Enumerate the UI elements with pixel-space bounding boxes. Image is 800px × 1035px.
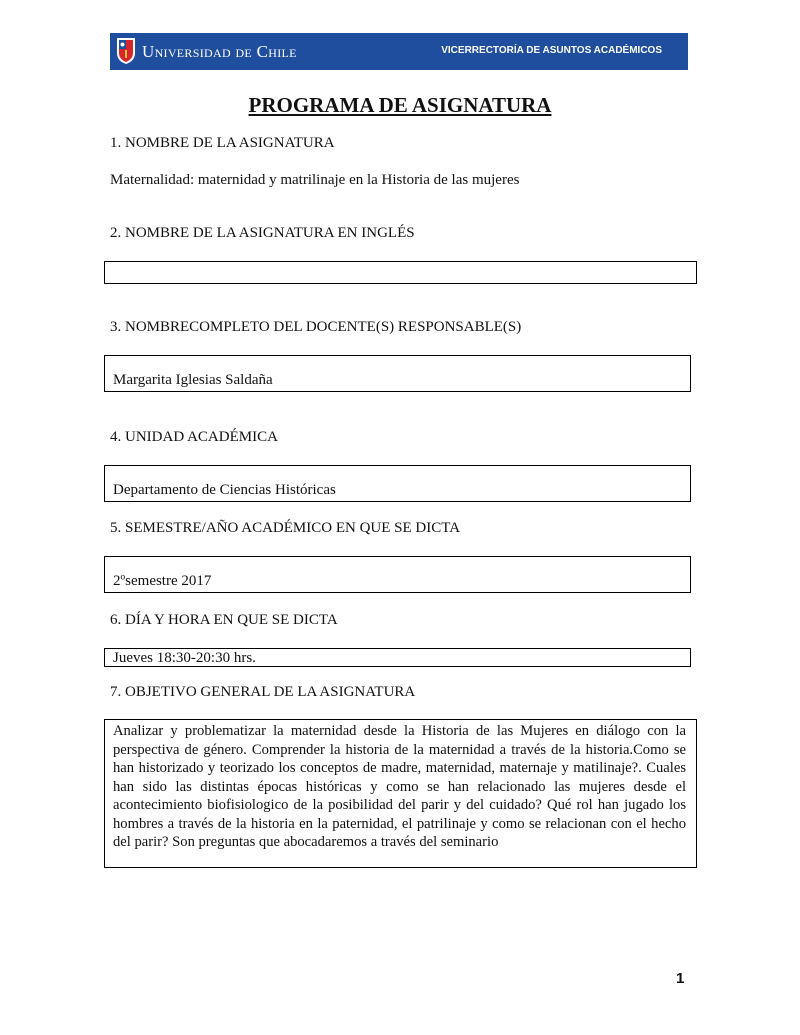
semester-box [104, 556, 691, 593]
section-4-heading: 4. UNIDAD ACADÉMICA [110, 429, 278, 445]
schedule-box [104, 648, 691, 667]
section-3-heading: 3. NOMBRECOMPLETO DEL DOCENTE(S) RESPONSABLE(S) [110, 319, 522, 335]
course-name: Maternalidad: maternidad y matrilinaje en la Historia de las mujeres [110, 172, 520, 188]
section-1-heading: 1. NOMBRE DE LA ASIGNATURA [110, 135, 335, 151]
page-number: 1 [676, 970, 685, 987]
header-banner [110, 33, 688, 70]
section-6-heading: 6. DÍA Y HORA EN QUE SE DICTA [110, 612, 338, 628]
academic-unit-box [104, 465, 691, 502]
university-name: Universidad de Chile [142, 42, 297, 61]
objective-box [104, 719, 697, 868]
schedule-value: Jueves 18:30-20:30 hrs. [113, 650, 256, 666]
page-title: PROGRAMA DE ASIGNATURA [248, 93, 552, 117]
academic-unit-value: Departamento de Ciencias Históricas [113, 482, 336, 498]
section-7-heading: 7. OBJETIVO GENERAL DE LA ASIGNATURA [110, 684, 416, 700]
vicerrectoria-label: VICERRECTORÍA DE ASUNTOS ACADÉMICOS [441, 45, 662, 56]
section-2-heading: 2. NOMBRE DE LA ASIGNATURA EN INGLÉS [110, 225, 415, 241]
section-5-heading: 5. SEMESTRE/AÑO ACADÉMICO EN QUE SE DICTA [110, 520, 461, 536]
english-name-box [104, 261, 697, 284]
semester-value: 2ºsemestre 2017 [113, 573, 212, 589]
teacher-box [104, 355, 691, 392]
university-crest-icon [116, 37, 136, 65]
objective-text: Analizar y problematizar la maternidad desde la Historia de las Mujeres en diálogo con la perspectiva de género. Comprender la historia de la maternidad a través de la historia.Como se han historizado y teorizado los conceptos de madre, maternidad, maternaje y matilinaje?. Cuales han sido las distintas épocas históricas y como se han relacionado las mujeres desde el acontecimiento biofisiologico de la posibilidad del parir y del cuidado? Qué rol han jugado los hombres a través de la historia en la paternidad, el patrilinaje y como se relacionan con el hecho del parir? Son preguntas que abocadaremos a través del seminario [113, 723, 686, 850]
teacher-name: Margarita Iglesias Saldaña [113, 372, 273, 388]
